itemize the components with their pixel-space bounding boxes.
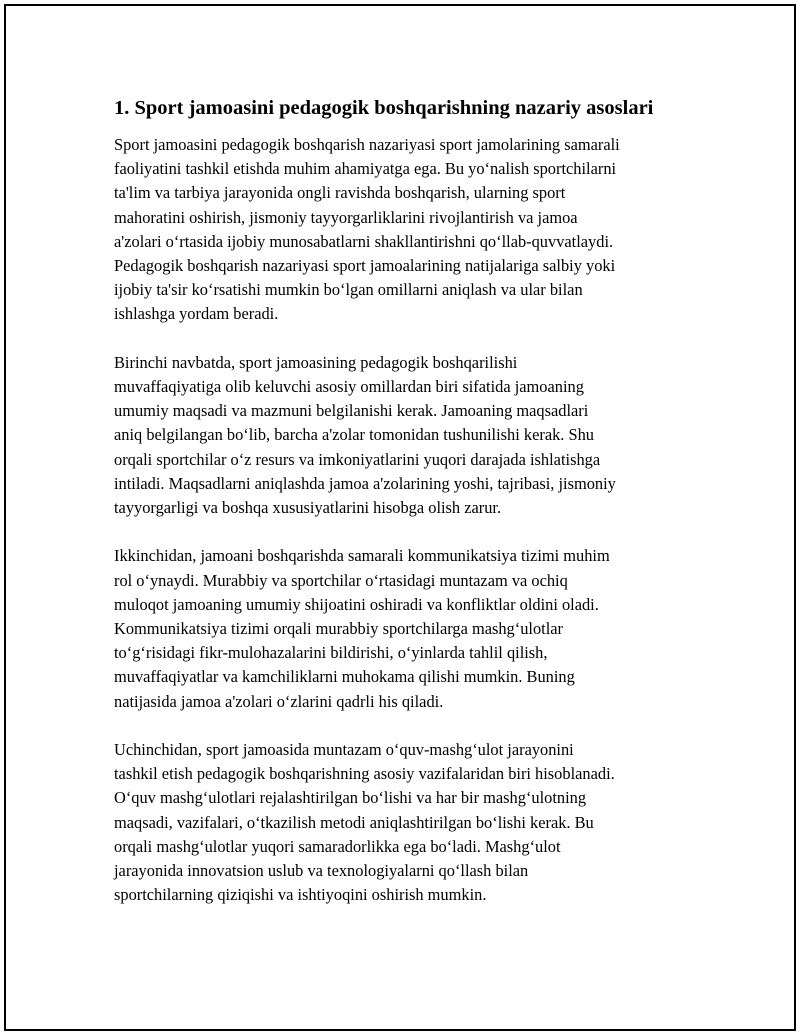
paragraph-2: Birinchi navbatda, sport jamoasining pedagogik boshqarilishi muvaffaqiyatiga olib keluvchi asosiy omillardan biri sifatida jamoaning umumiy maqsadi va mazmuni belgilanishi kerak. Jamoaning maqsadlari aniq belgilangan bo‘lib, barcha a'zolar tomonidan tushunilishi kerak. Shu orqali sportchilar o‘z resurs va imkoniyatlarini yuqori darajada ishlatishga intiladi. Maqsadlarni aniqlashda jamoa a'zolarining yoshi, tajribasi, jismoniy tayyorgarligi va boshqa xususiyatlarini hisobga olish zarur. (114, 352, 616, 518)
paragraph-4: Uchinchidan, sport jamoasida muntazam o‘quv-mashg‘ulot jarayonini tashkil etish pedagogik boshqarishning asosiy vazifalaridan biri hisoblanadi. O‘quv mashg‘ulotlari rejalashtirilgan bo‘lishi va har bir mashg‘ulotning maqsadi, vazifalari, o‘tkazilish metodi aniqlashtirilgan bo‘lishi kerak. Bu orqali mashg‘ulotlar yuqori samaradorlikka ega bo‘ladi. Mashg‘ulot jarayonida innovatsion uslub va texnologiyalarni qo‘llash bilan sportchilarning qiziqishi va ishtiyoqini oshirish mumkin. (114, 740, 615, 905)
section-heading: 1. Sport jamoasini pedagogik boshqarishning nazariy asoslari (114, 97, 654, 119)
paragraph-1: Sport jamoasini pedagogik boshqarish nazariyasi sport jamolarining samarali faoliyatini tashkil etishda muhim ahamiyatga ega. Bu yo‘nalish sportchilarni ta'lim va tarbiya jarayonida ongli ravishda boshqarish, ularning sport mahoratini oshirish, jismoniy tayyorgarliklarini rivojlantirish va jamoa a'zolari o‘rtasida ijobiy munosabatlarni shakllantirishni qo‘llab-quvvatlaydi. Pedagogik boshqarish nazariyasi sport jamoalarining natijalariga salbiy yoki ijobiy ta'sir ko‘rsatishi mumkin bo‘lgan omillarni aniqlash va ular bilan ishlashga yordam beradi. (114, 135, 620, 324)
paragraph-3: Ikkinchidan, jamoani boshqarishda samarali kommunikatsiya tizimi muhim rol o‘ynaydi. Murabbiy va sportchilar o‘rtasidagi muntazam va ochiq muloqot jamoaning umumiy shijoatini oshiradi va konfliktlar oldini oladi. Kommunikatsiya tizimi orqali murabbiy sportchilarga mashg‘ulotlar to‘g‘risidagi fikr-mulohazalarini bildirishi, o‘yinlarda tahlil qilish, muvaffaqiyatlar va kamchiliklarni muhokama qilishi mumkin. Buning natijasida jamoa a'zolari o‘zlarini qadrli his qiladi. (114, 546, 610, 711)
document-body (114, 96, 689, 932)
